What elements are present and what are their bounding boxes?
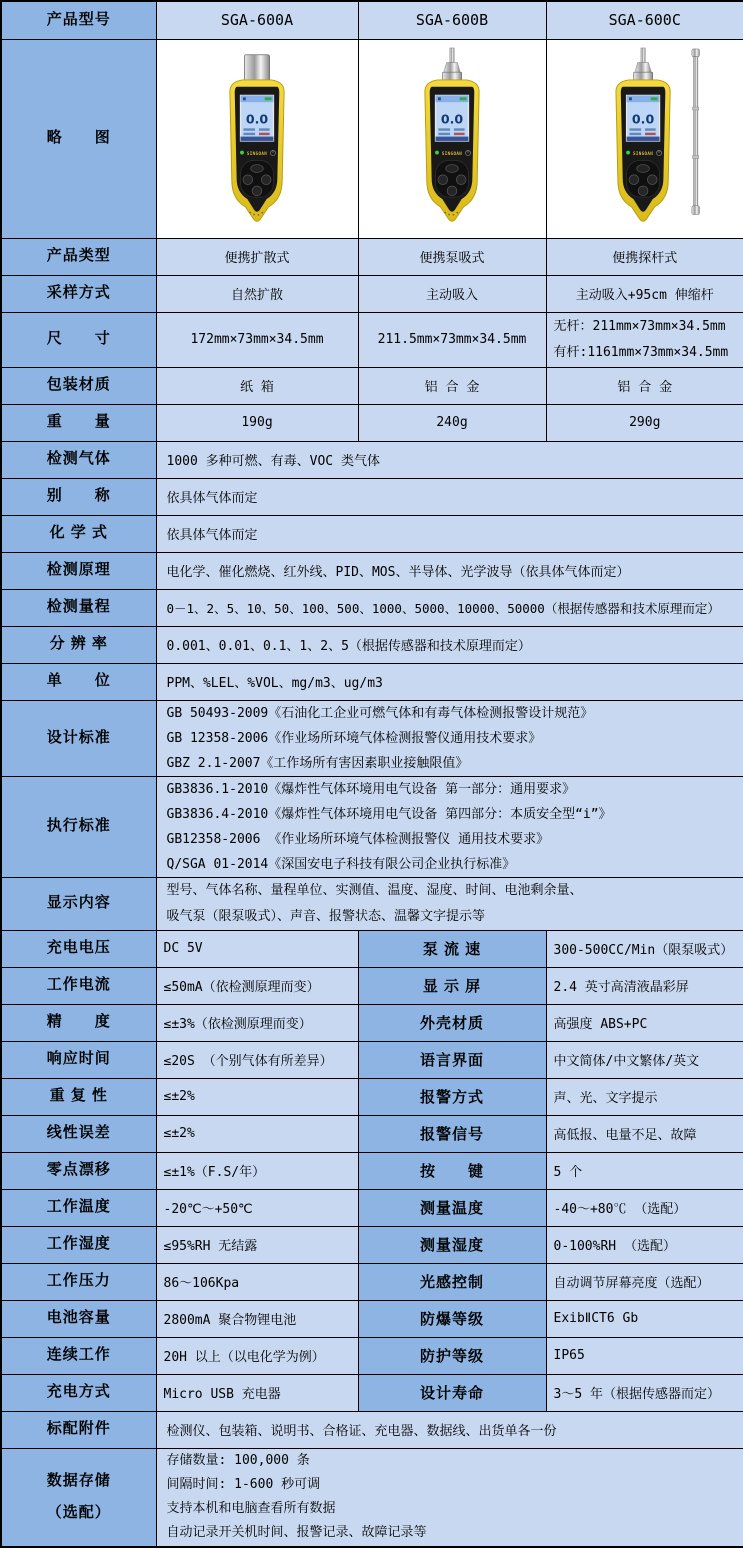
spec-value: 2800mA 聚合物锂电池 <box>156 1300 358 1337</box>
display-content-line: 型号、气体名称、量程单位、实测值、温度、湿度、时间、电池剩余量、 <box>157 878 743 904</box>
table-row <box>1 626 743 663</box>
brand-label: SINGOAN <box>442 150 462 155</box>
spec-label: 报警方式 <box>358 1078 546 1115</box>
spec-label: 防爆等级 <box>358 1300 546 1337</box>
spec-value: 便携探杆式 <box>546 238 743 275</box>
spec-label: 响应时间 <box>1 1041 156 1078</box>
header-label: 产品型号 <box>1 1 156 39</box>
standard-line: GB 50493-2009《石油化工企业可燃气体和有毒气体检测报警设计规范》 <box>157 701 743 726</box>
spec-label: 光感控制 <box>358 1263 546 1300</box>
spec-value: 中文简体/中文繁体/英文 <box>546 1041 743 1078</box>
spec-value: PPM、%LEL、%VOL、mg/m3、ug/m3 <box>156 663 743 700</box>
standard-line: GB3836.1-2010《爆炸性气体环境用电气设备 第一部分：通用要求》 <box>157 777 743 802</box>
table-row <box>1 1004 743 1041</box>
dimension-line: 无杆：211mm×73mm×34.5mm <box>547 314 743 340</box>
dimension-line: 有杆:1161mm×73mm×34.5mm <box>547 340 743 366</box>
spec-value: 高强度 ABS+PC <box>546 1004 743 1041</box>
telescopic-rod-icon <box>692 48 700 214</box>
model-name-c: SGA-600C <box>546 1 743 39</box>
device-illustration-b <box>389 47 515 231</box>
spec-value: 主动吸入 <box>358 275 546 312</box>
table-row <box>1 1189 743 1226</box>
spec-value: 纸 箱 <box>156 367 358 404</box>
spec-value: -40～+80℃ （选配） <box>546 1189 743 1226</box>
led-icon <box>435 150 439 154</box>
storage-line: 支持本机和电脑查看所有数据 <box>157 1497 743 1521</box>
spec-value: Micro USB 充电器 <box>156 1374 358 1411</box>
spec-label: 采样方式 <box>1 275 156 312</box>
screen-reading: 0.0 <box>632 111 655 126</box>
table-row <box>1 1448 743 1547</box>
spec-value: DC 5V <box>156 930 358 967</box>
spec-value: 86～106Kpa <box>156 1263 358 1300</box>
spec-value <box>546 312 743 367</box>
spec-label: 检测量程 <box>1 589 156 626</box>
spec-label: 零点漂移 <box>1 1152 156 1189</box>
spec-label: 工作压力 <box>1 1263 156 1300</box>
spec-label: 显示内容 <box>1 877 156 930</box>
spec-value: 1000 多种可燃、有毒、VOC 类气体 <box>156 441 743 478</box>
lcd-screen <box>241 95 274 141</box>
spec-label: 精 度 <box>1 1004 156 1041</box>
model-name-a: SGA-600A <box>156 1 358 39</box>
spec-label: 显 示 屏 <box>358 967 546 1004</box>
spec-label: 充电方式 <box>1 1374 156 1411</box>
standard-line: GB12358-2006 《作业场所环境气体检测报警仪 通用技术要求》 <box>157 827 743 852</box>
storage-line: 自动记录开关机时间、报警记录、故障记录等 <box>157 1521 743 1545</box>
standard-line: GB3836.4-2010《爆炸性气体环境用电气设备 第四部分：本质安全型“i”》 <box>157 802 743 827</box>
spec-value: 铝 合 金 <box>546 367 743 404</box>
lcd-screen <box>626 95 659 141</box>
table-row <box>1 589 743 626</box>
spec-label: 设计寿命 <box>358 1374 546 1411</box>
standard-line: Q/SGA 01-2014《深国安电子科技有限公司企业执行标准》 <box>157 852 743 877</box>
spec-value: 240g <box>358 404 546 441</box>
spec-value: 自然扩散 <box>156 275 358 312</box>
spec-value <box>156 877 743 930</box>
spec-label: 重 量 <box>1 404 156 441</box>
spec-value: ≤20S （个别气体有所差异） <box>156 1041 358 1078</box>
table-row <box>1 967 743 1004</box>
spec-value: 3～5 年（根据传感器而定） <box>546 1374 743 1411</box>
table-row <box>1 663 743 700</box>
table-row <box>1 1263 743 1300</box>
table-row <box>1 1226 743 1263</box>
spec-value: 依具体气体而定 <box>156 515 743 552</box>
brand-label: SINGOAN <box>633 150 653 155</box>
sensor-cap-icon <box>244 54 269 81</box>
spec-label <box>1 1448 156 1547</box>
spec-value: IP65 <box>546 1337 743 1374</box>
spec-value: 铝 合 金 <box>358 367 546 404</box>
table-row <box>1 404 743 441</box>
standard-line: GB 12358-2006《作业场所环境气体检测报警仪通用技术要求》 <box>157 726 743 751</box>
table-row <box>1 1115 743 1152</box>
spec-value: 172mm×73mm×34.5mm <box>156 312 358 367</box>
sketch-label: 略 图 <box>1 39 156 238</box>
spec-value: 主动吸入+95cm 伸缩杆 <box>546 275 743 312</box>
screen-reading: 0.0 <box>246 111 269 126</box>
spec-value: ≤±2% <box>156 1078 358 1115</box>
spec-value: 2.4 英寸高清液晶彩屏 <box>546 967 743 1004</box>
spec-label: 测量温度 <box>358 1189 546 1226</box>
spec-value: 190g <box>156 404 358 441</box>
spec-value: 便携泵吸式 <box>358 238 546 275</box>
spec-value: 0.001、0.01、0.1、1、2、5（根据传感器和技术原理而定） <box>156 626 743 663</box>
lcd-screen <box>436 95 469 141</box>
keypad <box>626 160 659 197</box>
table-row <box>1 367 743 404</box>
storage-line: 间隔时间: 1-600 秒可调 <box>157 1473 743 1497</box>
table-row <box>1 877 743 930</box>
display-content-line: 吸气泵（限泵吸式）、声音、报警状态、温馨文字提示等 <box>157 904 743 930</box>
brand-label: SINGOAN <box>247 150 267 155</box>
table-row <box>1 1337 743 1374</box>
device-image-sga-600b <box>358 39 546 238</box>
spec-label: 连续工作 <box>1 1337 156 1374</box>
spec-value: 300-500CC/Min（限泵吸式） <box>546 930 743 967</box>
table-row <box>1 1300 743 1337</box>
spec-value: ≤±2% <box>156 1115 358 1152</box>
spec-value: 检测仪、包装箱、说明书、合格证、充电器、数据线、出货单各一份 <box>156 1411 743 1448</box>
table-row <box>1 1078 743 1115</box>
device-image-sga-600c <box>546 39 743 238</box>
spec-label: 单 位 <box>1 663 156 700</box>
spec-value <box>156 776 743 877</box>
spec-label: 工作电流 <box>1 967 156 1004</box>
spec-label: 充电电压 <box>1 930 156 967</box>
spec-label: 报警信号 <box>358 1115 546 1152</box>
table-row <box>1 776 743 877</box>
spec-value: ExibⅡCT6 Gb <box>546 1300 743 1337</box>
table-row <box>1 312 743 367</box>
spec-value: 290g <box>546 404 743 441</box>
spec-label: 重 复 性 <box>1 1078 156 1115</box>
spec-label: 线性误差 <box>1 1115 156 1152</box>
led-icon <box>626 150 630 154</box>
table-row <box>1 930 743 967</box>
device-image-sga-600a <box>156 39 358 238</box>
spec-label: 产品类型 <box>1 238 156 275</box>
table-row <box>1 441 743 478</box>
spec-label-line: 数据存储 <box>2 1465 156 1497</box>
table-row <box>1 1374 743 1411</box>
spec-value: 20H 以上（以电化学为例） <box>156 1337 358 1374</box>
spec-label: 执行标准 <box>1 776 156 877</box>
spec-label: 检测原理 <box>1 552 156 589</box>
model-name-b: SGA-600B <box>358 1 546 39</box>
pump-probe-icon <box>442 47 461 82</box>
spec-label: 语言界面 <box>358 1041 546 1078</box>
spec-label: 按 键 <box>358 1152 546 1189</box>
keypad <box>436 160 469 197</box>
spec-label: 尺 寸 <box>1 312 156 367</box>
screen-reading: 0.0 <box>441 111 464 126</box>
spec-value: ≤50mA（依检测原理而变） <box>156 967 358 1004</box>
table-row <box>1 275 743 312</box>
standard-line: GBZ 2.1-2007《工作场所有害因素职业接触限值》 <box>157 751 743 776</box>
spec-label: 设计标准 <box>1 700 156 776</box>
spec-label: 包装材质 <box>1 367 156 404</box>
device-illustration-c <box>582 47 708 231</box>
spec-value: 声、光、文字提示 <box>546 1078 743 1115</box>
spec-label: 电池容量 <box>1 1300 156 1337</box>
table-row <box>1 1411 743 1448</box>
table-row <box>1 515 743 552</box>
spec-label: 标配附件 <box>1 1411 156 1448</box>
spec-value: -20℃～+50℃ <box>156 1189 358 1226</box>
storage-line: 存储数量: 100,000 条 <box>157 1449 743 1473</box>
spec-label: 防护等级 <box>358 1337 546 1374</box>
spec-value: 211.5mm×73mm×34.5mm <box>358 312 546 367</box>
led-icon <box>240 150 244 154</box>
spec-label: 检测气体 <box>1 441 156 478</box>
table-row <box>1 1041 743 1078</box>
spec-label: 测量湿度 <box>358 1226 546 1263</box>
table-row <box>1 238 743 275</box>
spec-value: 自动调节屏幕亮度（选配） <box>546 1263 743 1300</box>
spec-label-line: （选配） <box>2 1497 156 1529</box>
spec-value: 电化学、催化燃烧、红外线、PID、MOS、半导体、光学波导（依具体气体而定） <box>156 552 743 589</box>
spec-label: 工作温度 <box>1 1189 156 1226</box>
spec-value: 5 个 <box>546 1152 743 1189</box>
device-illustration-a <box>194 47 320 231</box>
spec-value: 便携扩散式 <box>156 238 358 275</box>
spec-value: ≤95%RH 无结露 <box>156 1226 358 1263</box>
spec-label: 分 辨 率 <box>1 626 156 663</box>
spec-label: 化 学 式 <box>1 515 156 552</box>
keypad <box>241 160 274 197</box>
spec-value: ≤±3%（依检测原理而变） <box>156 1004 358 1041</box>
spec-value: 0-100%RH （选配） <box>546 1226 743 1263</box>
spec-value: 依具体气体而定 <box>156 478 743 515</box>
pump-probe-icon <box>633 47 652 82</box>
spec-value: 0－1、2、5、10、50、100、500、1000、5000、10000、50000（根据传感器和技术原理而定） <box>156 589 743 626</box>
spec-value: ≤±1%（F.S/年） <box>156 1152 358 1189</box>
spec-label: 别 称 <box>1 478 156 515</box>
spec-label: 泵 流 速 <box>358 930 546 967</box>
table-row <box>1 478 743 515</box>
spec-value <box>156 1448 743 1547</box>
spec-value: 高低报、电量不足、故障 <box>546 1115 743 1152</box>
spec-label: 工作湿度 <box>1 1226 156 1263</box>
table-row <box>1 39 743 238</box>
table-row <box>1 1152 743 1189</box>
table-row <box>1 1 743 39</box>
spec-label: 外壳材质 <box>358 1004 546 1041</box>
spec-value <box>156 700 743 776</box>
table-row <box>1 552 743 589</box>
table-row <box>1 700 743 776</box>
